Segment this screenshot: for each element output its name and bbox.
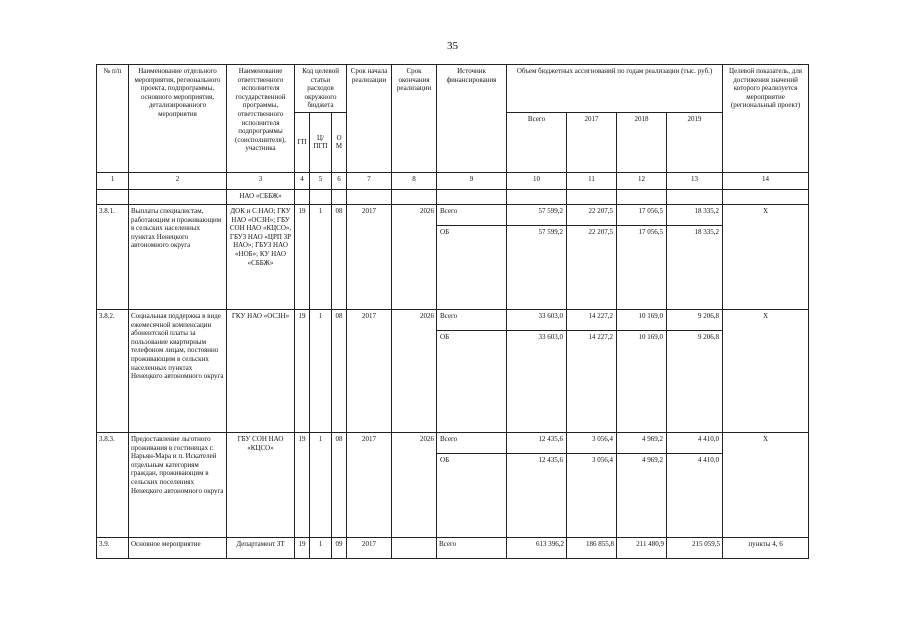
page-number: 35 [447, 40, 458, 52]
row-2019: 9 206,8 9 206,8 [667, 309, 723, 432]
header-2017: 2017 [567, 112, 617, 172]
table-row [97, 432, 809, 537]
row-name: Выплаты специалистам, работающим и проживающим в сельских населенных пунктах Ненецкого автономного округа [129, 204, 227, 309]
row-source: Всего ОБ [437, 204, 507, 309]
row-no: 3.9. [97, 537, 129, 558]
col-number: 5 [310, 172, 332, 189]
col-number: 1 [97, 172, 129, 189]
row-name: Основное мероприятие [129, 537, 227, 558]
row-cpgp: 1 [310, 537, 332, 558]
row-2017: 3 056,4 3 056,4 [567, 432, 617, 537]
header-start: Срок начала реализации [347, 65, 392, 173]
row-gp: 19 [295, 204, 310, 309]
row-target: Х [723, 309, 809, 432]
row-start: 2017 [347, 432, 392, 537]
col-number: 13 [667, 172, 723, 189]
row-om: 08 [332, 309, 347, 432]
row-executor: ГКУ НАО «ОСЗН» [227, 309, 295, 432]
col-number: 6 [332, 172, 347, 189]
row-2019: 18 335,2 18 335,2 [667, 204, 723, 309]
header-volume: Объем бюджетных ассигнований по годам реализации (тыс. руб.) [507, 65, 723, 113]
row-end: 2026 [392, 204, 437, 309]
row-2017: 14 227,2 14 227,2 [567, 309, 617, 432]
row-executor: ГБУ СОН НАО «КЦСО» [227, 432, 295, 537]
row-end [392, 537, 437, 558]
row-no: 3.8.1. [97, 204, 129, 309]
row-source: Всего [437, 537, 507, 558]
table-row [97, 309, 809, 432]
row-target: Х [723, 204, 809, 309]
col-number: 7 [347, 172, 392, 189]
row-source: Всего ОБ [437, 309, 507, 432]
row-2019: 215 059,5 [667, 537, 723, 558]
col-number: 4 [295, 172, 310, 189]
col-number: 3 [227, 172, 295, 189]
row-total: 12 435,6 12 435,6 [507, 432, 567, 537]
row-start: 2017 [347, 537, 392, 558]
row-executor: ДОК и С НАО; ГКУ НАО «ОСЗН»; ГБУ СОН НАО «КЦСО», ГБУЗ НАО «ЦРП ЗР НАО»; ГБУЗ НАО «НОБ»; КУ НАО «СББЖ» [227, 204, 295, 309]
column-number-row [97, 172, 809, 189]
header-end: Срок окончания реализации [392, 65, 437, 173]
row-total: 57 599,2 57 599,2 [507, 204, 567, 309]
row-end: 2026 [392, 309, 437, 432]
row-end: 2026 [392, 432, 437, 537]
header-no: № п/п [97, 65, 129, 173]
row-gp: 19 [295, 432, 310, 537]
row-om: 09 [332, 537, 347, 558]
col-number: 12 [617, 172, 667, 189]
row-2018: 17 056,5 17 056,5 [617, 204, 667, 309]
col-number: 9 [437, 172, 507, 189]
budget-table [96, 64, 809, 559]
row-om: 08 [332, 204, 347, 309]
row-source: Всего ОБ [437, 432, 507, 537]
row-no: 3.8.2. [97, 309, 129, 432]
row-2018: 211 480,9 [617, 537, 667, 558]
row-total: 613 396,2 [507, 537, 567, 558]
row-target: пункты 4, 6 [723, 537, 809, 558]
table-row [97, 537, 809, 558]
header-2019: 2019 [667, 112, 723, 172]
row-start: 2017 [347, 309, 392, 432]
header-target: Целевой показатель, для достижения значений которого реализуется мероприятие (региональный проект) [723, 65, 809, 173]
header-executor: Наименование ответственного исполнителя государственной программы, ответственного исполнителя подпрограммы (соисполнителя), участника [227, 65, 295, 173]
header-source: Источник финансирования [437, 65, 507, 173]
header-row [97, 65, 809, 113]
continuation-row [97, 189, 809, 204]
table-row [97, 204, 809, 309]
col-number: 8 [392, 172, 437, 189]
col-number: 14 [723, 172, 809, 189]
row-executor: Департамент ЗТ [227, 537, 295, 558]
row-start: 2017 [347, 204, 392, 309]
header-name: Наименование отдельного мероприятия, регионального проекта, подпрограммы, основного мероприятия, детализированного мероприятия [129, 65, 227, 173]
row-name: Предоставление льготного проживания в гостиницах г. Нарьян-Мара и п. Искателей отдельным категориям граждан, проживающим в сельских поселениях Ненецкого автономного округа [129, 432, 227, 537]
row-gp: 19 [295, 537, 310, 558]
row-2018: 4 969,2 4 969,2 [617, 432, 667, 537]
row-2017: 186 855,8 [567, 537, 617, 558]
row-2017: 22 207,5 22 207,5 [567, 204, 617, 309]
row-cpgp: 1 [310, 204, 332, 309]
cont-executor: НАО «СББЖ» [227, 189, 295, 204]
header-om: ОМ [332, 112, 347, 172]
row-target: Х [723, 432, 809, 537]
row-2019: 4 410,0 4 410,0 [667, 432, 723, 537]
col-number: 2 [129, 172, 227, 189]
row-no: 3.8.3. [97, 432, 129, 537]
header-2018: 2018 [617, 112, 667, 172]
header-total: Всего [507, 112, 567, 172]
col-number: 11 [567, 172, 617, 189]
row-cpgp: 1 [310, 309, 332, 432]
row-2018: 10 169,0 10 169,0 [617, 309, 667, 432]
row-gp: 19 [295, 309, 310, 432]
row-total: 33 603,0 33 603,0 [507, 309, 567, 432]
row-om: 08 [332, 432, 347, 537]
row-name: Социальная поддержка в виде ежемесячной компенсации абонентской платы за пользование квартирным телефоном лицам, постоянно проживающим в сельских населенных пунктах Ненецкого автономного округа [129, 309, 227, 432]
col-number: 10 [507, 172, 567, 189]
row-cpgp: 1 [310, 432, 332, 537]
header-code: Код целевой статьи расходов окружного бюджета [295, 65, 347, 113]
header-cpgp: Ц/ПГП [310, 112, 332, 172]
header-gp: ГП [295, 112, 310, 172]
